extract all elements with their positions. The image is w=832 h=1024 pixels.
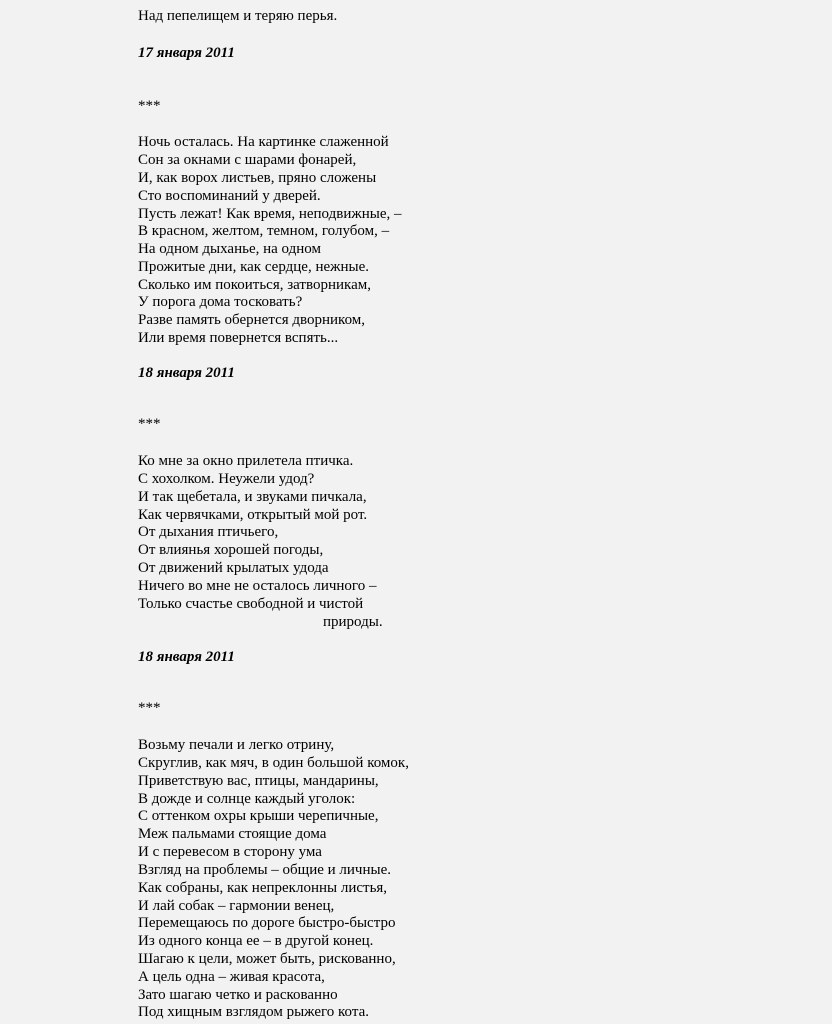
poem-line: Сон за окнами с шарами фонарей, bbox=[138, 152, 357, 168]
poem-line: Как собраны, как непреклонны листья, bbox=[138, 880, 388, 896]
poem-line: С оттенком охры крыши черепичные, bbox=[138, 808, 379, 824]
poem-line: Меж пальмами стоящие дома bbox=[138, 826, 327, 842]
poem-line: От дыхания птичьего, bbox=[138, 524, 279, 540]
section-divider-stars: *** bbox=[138, 98, 161, 114]
poem-line: Пусть лежат! Как время, неподвижные, – bbox=[138, 206, 402, 222]
poem-line: Прожитые дни, как сердце, нежные. bbox=[138, 259, 370, 275]
poem-line: Ночь осталась. На картинке слаженной bbox=[138, 134, 389, 150]
poem-line: Ко мне за окно прилетела птичка. bbox=[138, 453, 354, 469]
poem-line: Только счастье свободной и чистой bbox=[138, 596, 364, 612]
poem-line: Над пепелищем и теряю перья. bbox=[138, 8, 338, 24]
date-line: 17 января 2011 bbox=[138, 45, 235, 61]
poem-line: И с перевесом в сторону ума bbox=[138, 844, 322, 860]
poem-line: От движений крылатых удода bbox=[138, 560, 329, 576]
poem-line: И лай собак – гармонии венец, bbox=[138, 898, 335, 914]
poem-line: Как червячками, открытый мой рот. bbox=[138, 507, 368, 523]
poem-line: Под хищным взглядом рыжего кота. bbox=[138, 1004, 369, 1020]
poem-line: А цель одна – живая красота, bbox=[138, 969, 325, 985]
poem-line: природы. bbox=[323, 614, 383, 630]
poem-line: Взгляд на проблемы – общие и личные. bbox=[138, 862, 391, 878]
section-divider-stars: *** bbox=[138, 416, 161, 432]
poem-line: Сто воспоминаний у дверей. bbox=[138, 188, 321, 204]
date-line: 18 января 2011 bbox=[138, 365, 235, 381]
poem-line: У порога дома тосковать? bbox=[138, 294, 303, 310]
poem-line: Возьму печали и легко отрину, bbox=[138, 737, 335, 753]
poem-line: Шагаю к цели, может быть, рискованно, bbox=[138, 951, 396, 967]
poem-line: Или время повернется вспять... bbox=[138, 330, 339, 346]
poem-line: На одном дыханье, на одном bbox=[138, 241, 321, 257]
poem-line: И, как ворох листьев, пряно сложены bbox=[138, 170, 377, 186]
poem-line: От влиянья хорошей погоды, bbox=[138, 542, 324, 558]
poem-line: В дожде и солнце каждый уголок: bbox=[138, 791, 356, 807]
poem-line: Ничего во мне не осталось личного – bbox=[138, 578, 377, 594]
poem-line: И так щебетала, и звуками пичкала, bbox=[138, 489, 367, 505]
poem-line: Из одного конца ее – в другой конец. bbox=[138, 933, 374, 949]
poem-line: Зато шагаю четко и раскованно bbox=[138, 987, 338, 1003]
poem-line: Приветствую вас, птицы, мандарины, bbox=[138, 773, 379, 789]
poem-line: Сколько им покоиться, затворникам, bbox=[138, 277, 371, 293]
poem-line: Скруглив, как мяч, в один большой комок, bbox=[138, 755, 409, 771]
date-line: 18 января 2011 bbox=[138, 649, 235, 665]
poem-line: В красном, желтом, темном, голубом, – bbox=[138, 223, 390, 239]
poem-line: Разве память обернется дворником, bbox=[138, 312, 366, 328]
poem-line: Перемещаюсь по дороге быстро-быстро bbox=[138, 915, 396, 931]
poem-line: С хохолком. Неужели удод? bbox=[138, 471, 315, 487]
section-divider-stars: *** bbox=[138, 700, 161, 716]
